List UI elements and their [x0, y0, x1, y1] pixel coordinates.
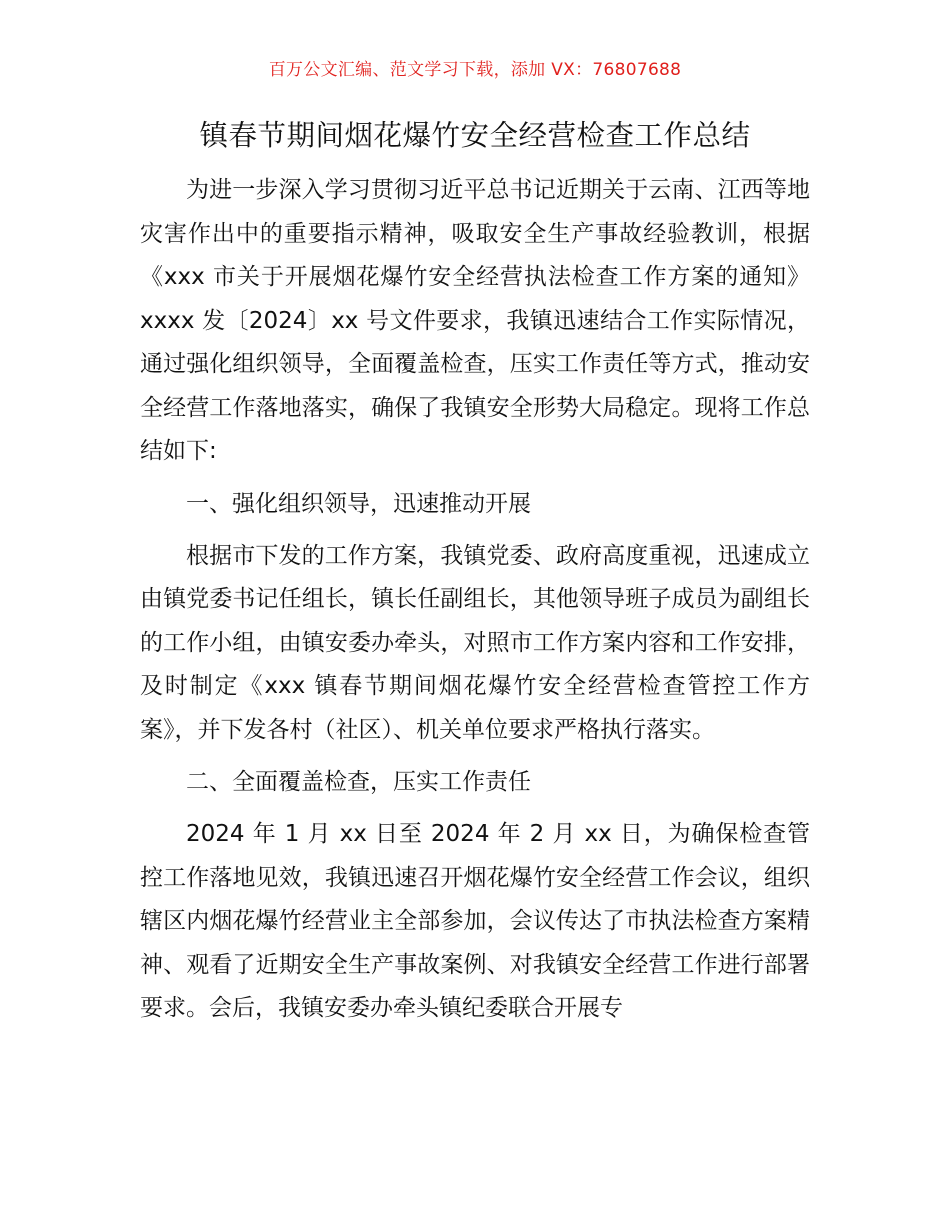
section-2-paragraph: 2024 年 1 月 xx 日至 2024 年 2 月 xx 日，为确保检查管控工作落地见效，我镇迅速召开烟花爆竹安全经营工作会议，组织辖区内烟花爆竹经营业主全部参加，会议传达了市执法检查方案精神、观看了近期安全生产事故案例、对我镇安全经营工作进行部署要求。会后，我镇安委办牵头镇纪委联合开展专	[140, 821, 810, 1021]
section-2-heading: 二、全面覆盖检查，压实工作责任	[186, 769, 531, 795]
document-body	[140, 169, 810, 1031]
intro-paragraph: 为进一步深入学习贯彻习近平总书记近期关于云南、江西等地灾害作出中的重要指示精神，吸取安全生产事故经验教训，根据《xxx 市关于开展烟花爆竹安全经营执法检查工作方案的通知》xxxx 发〔2024〕xx 号文件要求，我镇迅速结合工作实际情况，通过强化组织领导，全面覆盖检查，压实工作责任等方式，推动安全经营工作落地落实，确保了我镇安全形势大局稳定。现将工作总结如下:	[140, 177, 810, 464]
watermark-header: 百万公文汇编、范文学习下载，添加 VX：76807688	[268, 60, 682, 80]
section-1-paragraph: 根据市下发的工作方案，我镇党委、政府高度重视，迅速成立由镇党委书记任组长，镇长任副组长，其他领导班子成员为副组长的工作小组，由镇安委办牵头，对照市工作方案内容和工作安排，及时制定《xxx 镇春节期间烟花爆竹安全经营检查管控工作方案》，并下发各村（社区）、机关单位要求严格执行落实。	[140, 542, 810, 743]
section-1-heading: 一、强化组织领导，迅速推动开展	[186, 490, 531, 517]
document-title: 镇春节期间烟花爆竹安全经营检查工作总结	[199, 119, 751, 152]
